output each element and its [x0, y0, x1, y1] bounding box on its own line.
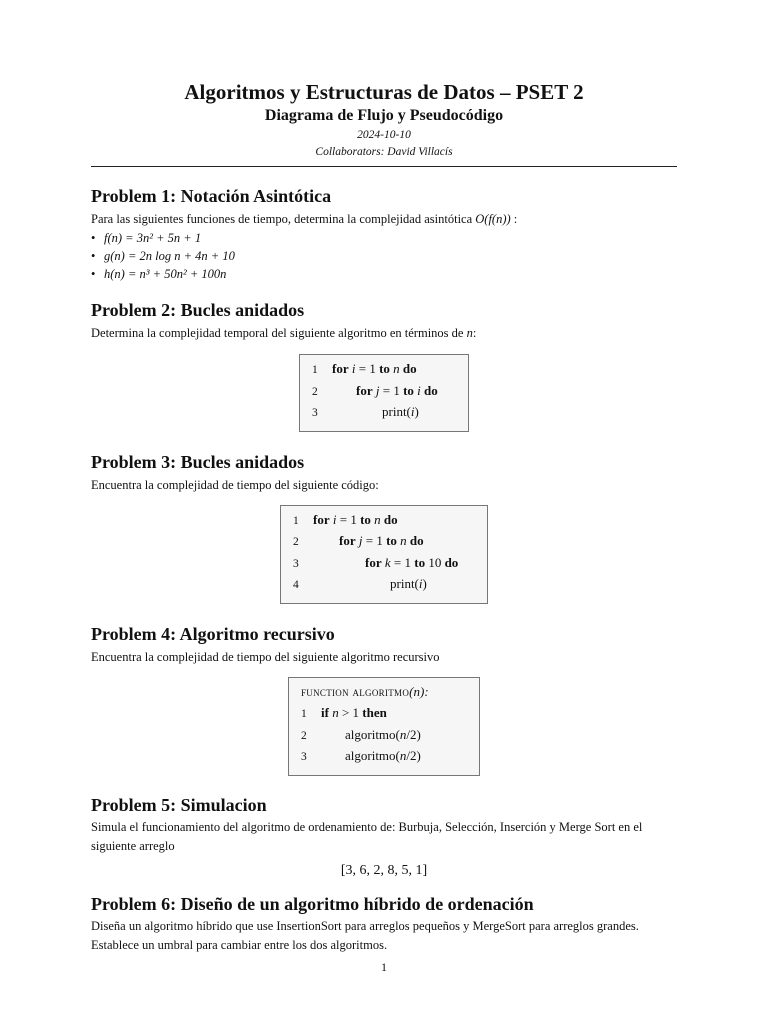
problem-1-text: Para las siguientes funciones de tiempo, determina la complejidad asintótica O(f(n)) :: [91, 212, 518, 226]
problem-4-text: Encuentra la complejidad de tiempo del siguiente algoritmo recursivo: [91, 649, 440, 664]
code-line: 2 for j = 1 to n do: [293, 533, 424, 548]
problem-4-algorithm: [288, 677, 480, 776]
problem-3-algorithm: [280, 505, 488, 604]
problem-5-heading: Problem 5: Simulacion: [91, 794, 267, 815]
list-item: • f(n) = 3n² + 5n + 1: [91, 231, 202, 245]
document-title: Algoritmos y Estructuras de Datos – PSET 2: [184, 80, 584, 104]
code-line: 2 algoritmo(n/2): [301, 726, 421, 742]
problem-3-heading: Problem 3: Bucles anidados: [91, 451, 305, 472]
code-line: 1 for i = 1 to n do: [293, 511, 398, 527]
code-line: 1 for i = 1 to n do: [312, 361, 417, 376]
code-line: 1 if n > 1 then: [301, 705, 387, 720]
list-item: • h(n) = n³ + 50n² + 100n: [91, 267, 227, 281]
page-number: 1: [381, 960, 387, 974]
problem-2-text: Determina la complejidad temporal del siguiente algoritmo en términos de n:: [91, 326, 477, 340]
document-subtitle: Diagrama de Flujo y Pseudocódigo: [264, 107, 504, 124]
code-line: 3 print(i): [312, 404, 419, 419]
problem-4-heading: Problem 4: Algoritmo recursivo: [91, 623, 335, 644]
problem-2-heading: Problem 2: Bucles anidados: [91, 300, 305, 320]
code-line: 2 for j = 1 to i do: [312, 382, 438, 398]
function-signature: function algoritmo (n):: [301, 683, 429, 699]
problem-2-algorithm: [299, 354, 469, 432]
list-item: • g(n) = 2n log n + 4n + 10: [91, 249, 235, 263]
problem-3-text: Encuentra la complejidad de tiempo del siguiente código:: [91, 477, 379, 492]
document-page: [91, 78, 677, 955]
problem-1-bullets: [91, 229, 677, 283]
problem-6-text: Diseña un algoritmo híbrido que use InsertionSort para arreglos pequeños y MergeSort para arreglos grandes. Establece un umbral para cambiar entre los dos algoritmos.: [91, 918, 639, 952]
document-date: 2024-10-10: [357, 129, 411, 141]
problem-5-text: Simula el funcionamiento del algoritmo de ordenamiento de: Burbuja, Selección, Inserción y Merge Sort en el siguiente arreglo: [91, 819, 643, 853]
document-collaborators: Collaborators: David Villacís: [315, 146, 453, 158]
code-line: 3 for k = 1 to 10 do: [293, 554, 459, 570]
problem-5-array: [3, 6, 2, 8, 5, 1]: [340, 862, 428, 878]
problem-6-heading: Problem 6: Diseño de un algoritmo híbrido de ordenación: [91, 893, 534, 914]
code-line: 4 print(i): [293, 576, 427, 591]
problem-1-heading: Problem 1: Notación Asintótica: [91, 186, 332, 206]
header-rule: [91, 166, 677, 167]
code-line: 3 algoritmo(n/2): [301, 748, 421, 763]
